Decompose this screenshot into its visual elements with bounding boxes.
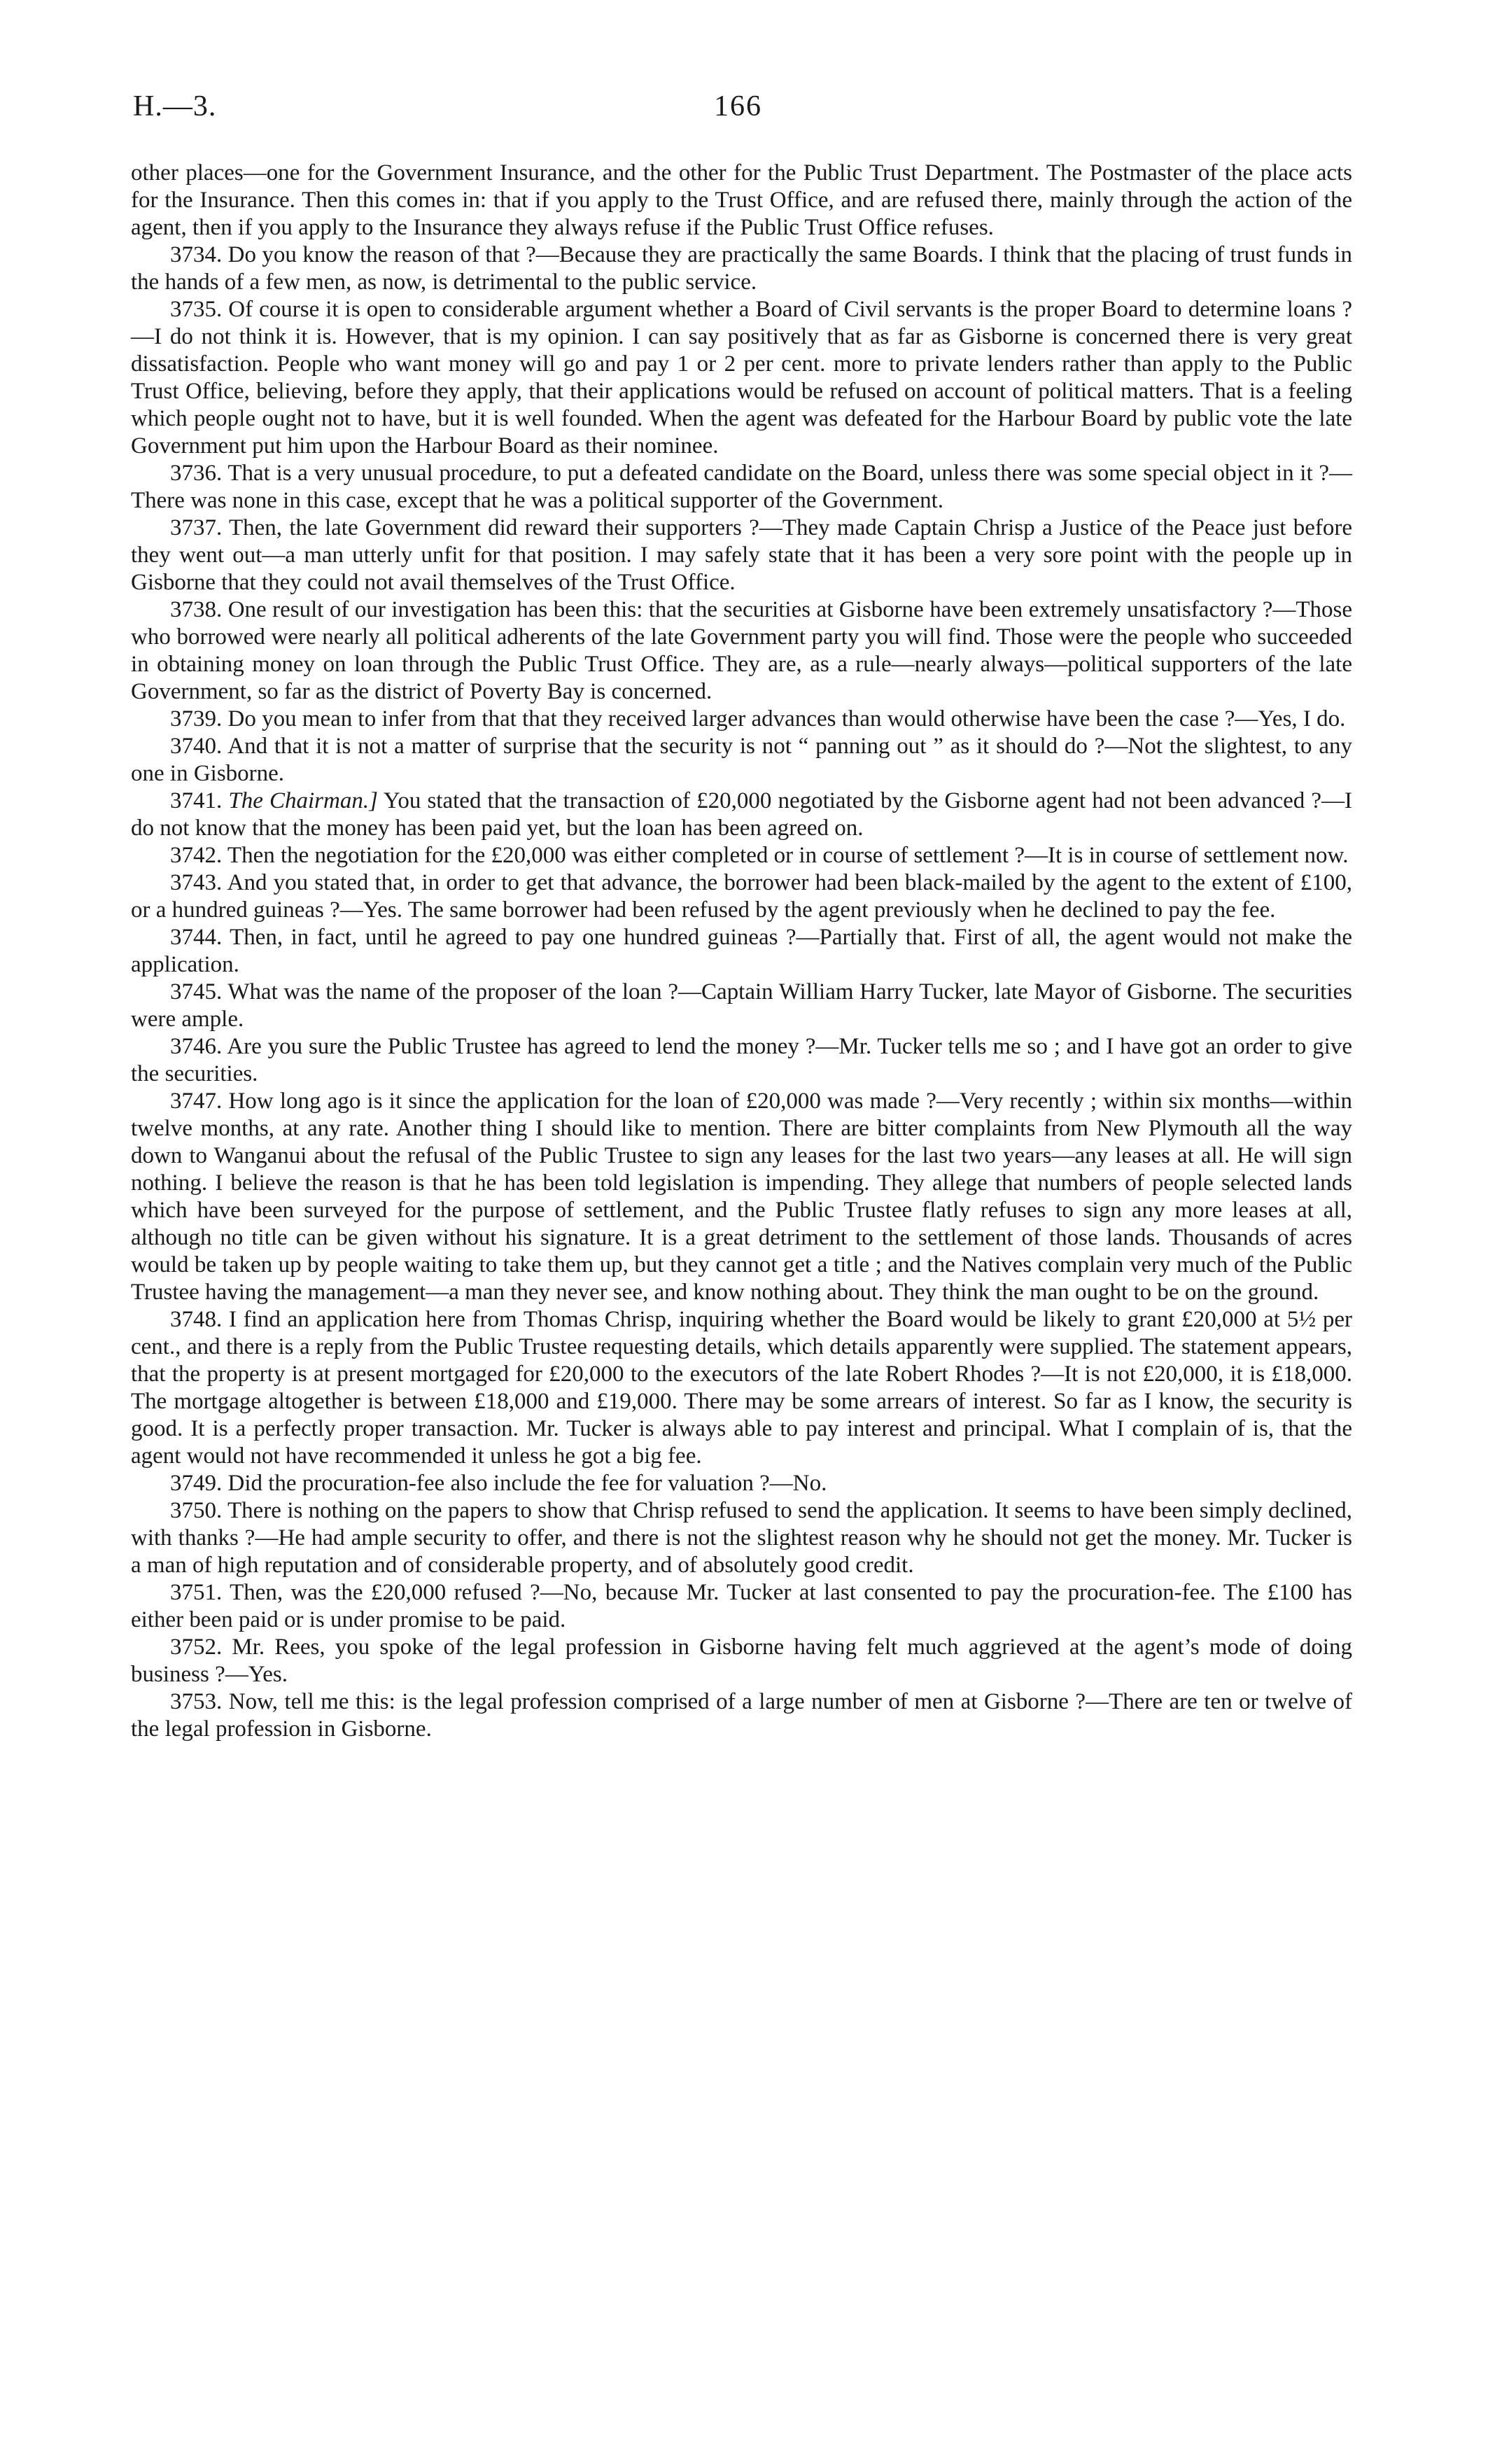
question-paragraph [131,596,1352,706]
question-paragraph [131,514,1352,596]
question-number: 3740. [170,734,223,759]
paragraph-text: And you stated that, in order to get that advance, the borrower had been black-mailed by the agent to the extent of £100, or a hundred guineas ?—Yes. The same borrower had been refused by the agent previously when he declined to pay the fee. [131,870,1352,923]
speaker-label: The Chairman.] [228,788,378,813]
question-paragraph [131,1634,1352,1688]
question-number: 3751. [170,1580,223,1605]
question-paragraph [131,788,1352,842]
paragraph-text: There is nothing on the papers to show that Chrisp refused to send the application. It seems to have been simply declined, with thanks ?—He had ample security to offer, and there is not the slightest reason why he should not get the money. Mr. Tucker is a man of high reputation and of considerable property, and of absolutely good credit. [131,1498,1352,1578]
question-number: 3748. [170,1307,223,1332]
paragraph-text: You stated that the transaction of £20,000 negotiated by the Gisborne agent had not been advanced ?—I do not know that the money has been paid yet, but the loan has been agreed on. [131,788,1352,841]
question-paragraph [131,979,1352,1033]
question-paragraph [131,1579,1352,1634]
question-number: 3752. [170,1634,223,1660]
paragraph-text: Now, tell me this: is the legal profession comprised of a large number of men at Gisborne ?—There are ten or twelve of the legal profession in Gisborne. [131,1689,1353,1742]
question-paragraph [131,1033,1352,1088]
question-paragraph [131,1306,1352,1470]
paragraph-text: Do you mean to infer from that that they received larger advances than would otherwise have been the case ?—Yes, I do. [227,706,1346,732]
question-number: 3750. [170,1498,223,1523]
page-header [133,90,1351,139]
question-number: 3744. [170,925,223,950]
paragraph-text: Then, was the £20,000 refused ?—No, because Mr. Tucker at last consented to pay the procuration-fee. The £100 has either been paid or is under promise to be paid. [131,1580,1352,1632]
paragraph-text: What was the name of the proposer of the loan ?—Captain William Harry Tucker, late Mayor of Gisborne. The securities were ample. [131,979,1352,1032]
question-paragraph [131,1688,1352,1743]
parliamentary-paper-code: H.—3. [133,90,217,122]
question-number: 3734. [170,242,223,267]
paragraph-text: Then the negotiation for the £20,000 was either completed or in course of settlement ?—It is in course of settlement now. [227,843,1349,868]
paragraph-text: Did the procuration-fee also include the fee for valuation ?—No. [227,1471,827,1496]
paragraph-text: Mr. Rees, you spoke of the legal profession in Gisborne having felt much aggrieved at the agent’s mode of doing business ?—Yes. [131,1634,1353,1687]
question-number: 3737. [170,515,223,540]
question-number: 3747. [170,1088,223,1114]
paragraph-text: One result of our investigation has been this: that the securities at Gisborne have been extremely unsatisfactory ?—Those who borrowed were nearly all political adherents of the late Government party you will find. Those were the people who succeeded in obtaining money on loan through the Public Trust Office. They are, as a rule—nearly always—political supporters of the late Government, so far as the district of Poverty Bay is concerned. [131,597,1353,704]
paragraph-text: Do you know the reason of that ?—Because they are practically the same Boards. I think that the placing of trust funds in the hands of a few men, as now, is detrimental to the public service. [131,242,1353,295]
paragraph-text: Then, the late Government did reward their supporters ?—They made Captain Chrisp a Justice of the Peace just before they went out—a man utterly unfit for that position. I may safely state that it has been a very sore point with the people up in Gisborne that they could not avail themselves of the Trust Office. [131,515,1352,595]
paragraph-text: That is a very unusual procedure, to put a defeated candidate on the Board, unless there was some special object in it ?—There was none in this case, except that he was a political supporter of the Government. [131,461,1352,513]
question-paragraph [131,733,1352,788]
question-number: 3746. [170,1034,223,1059]
question-paragraph [131,706,1352,733]
question-number: 3749. [170,1471,223,1496]
question-number: 3736. [170,461,223,486]
paragraph-text: How long ago is it since the application for the loan of £20,000 was made ?—Very recently ; within six months—within twelve months, at any rate. Another thing I should like to mention. There are bitter complaints from New Plymouth all the way down to Wanganui about the refusal of the Public Trustee to sign any leases for the last two years—any leases at all. He will sign nothing. I believe the reason is that he has been told legislation is impending. They allege that numbers of people selected lands which have been surveyed for the purpose of settlement, and the Public Trustee flatly refuses to sign any more leases at all, although no title can be given without his signature. It is a great detriment to the settlement of those lands. Thousands of acres would be taken up by people waiting to take them up, but they cannot get a title ; and the Natives complain very much of the Public Trustee having the management—a man they never see, and know nothing about. They think the man ought to be on the ground. [131,1088,1353,1305]
paragraph-text: Are you sure the Public Trustee has agreed to lend the money ?—Mr. Tucker tells me so ; and I have got an order to give the securities. [131,1034,1352,1086]
question-number: 3753. [170,1689,223,1714]
paragraph-text: Of course it is open to considerable argument whether a Board of Civil servants is the proper Board to determine loans ?—I do not think it is. However, that is my opinion. I can say positively that as far as Gisborne is concerned there is very great dissatisfaction. People who want money will go and pay 1 or 2 per cent. more to private lenders rather than apply to the Public Trust Office, believing, before they apply, that their applications would be refused on account of political matters. That is a feeling which people ought not to have, but it is well founded. When the agent was defeated for the Harbour Board by public vote the late Government put him upon the Harbour Board as their nominee. [131,297,1352,458]
question-paragraph [131,842,1352,869]
paragraph-text: And that it is not a matter of surprise that the security is not “ panning out ” as it should do ?—Not the slightest, to any one in Gisborne. [131,734,1352,786]
question-number: 3745. [170,979,223,1004]
question-paragraph [131,869,1352,924]
question-number: 3735. [170,297,223,322]
question-paragraph [131,1470,1352,1497]
question-number: 3739. [170,706,223,732]
evidence-body [131,160,1352,1743]
question-paragraph [131,241,1352,296]
question-paragraph [131,460,1352,514]
paragraph-continuation [131,160,1352,241]
paragraph-text: I find an application here from Thomas Chrisp, inquiring whether the Board would be likely to grant £20,000 at 5½ per cent., and there is a reply from the Public Trustee requesting details, which details apparently were supplied. The statement appears, that the property is at present mortgaged for £20,000 to the executors of the late Robert Rhodes ?—It is not £20,000, it is £18,000. The mortgage altogether is between £18,000 and £19,000. There may be some arrears of interest. So far as I know, the security is good. It is a perfectly proper transaction. Mr. Tucker is always able to pay interest and principal. What I complain of is, that the agent would not have recommended it unless he got a big fee. [131,1307,1352,1469]
page-number: 166 [714,90,762,122]
paragraph-text: other places—one for the Government Insurance, and the other for the Public Trust Department. The Postmaster of the place acts for the Insurance. Then this comes in: that if you apply to the Trust Office, and are refused there, mainly through the action of the agent, then if you apply to the Insurance they always refuse if the Public Trust Office refuses. [131,160,1352,240]
question-number: 3743. [170,870,223,895]
paragraph-text: Then, in fact, until he agreed to pay one hundred guineas ?—Partially that. First of all, the agent would not make the application. [131,925,1353,977]
question-paragraph [131,296,1352,460]
question-paragraph [131,1497,1352,1579]
question-paragraph [131,1088,1352,1306]
question-number: 3742. [170,843,223,868]
question-number: 3741. [170,788,223,813]
question-paragraph [131,924,1352,979]
question-number: 3738. [170,597,223,622]
